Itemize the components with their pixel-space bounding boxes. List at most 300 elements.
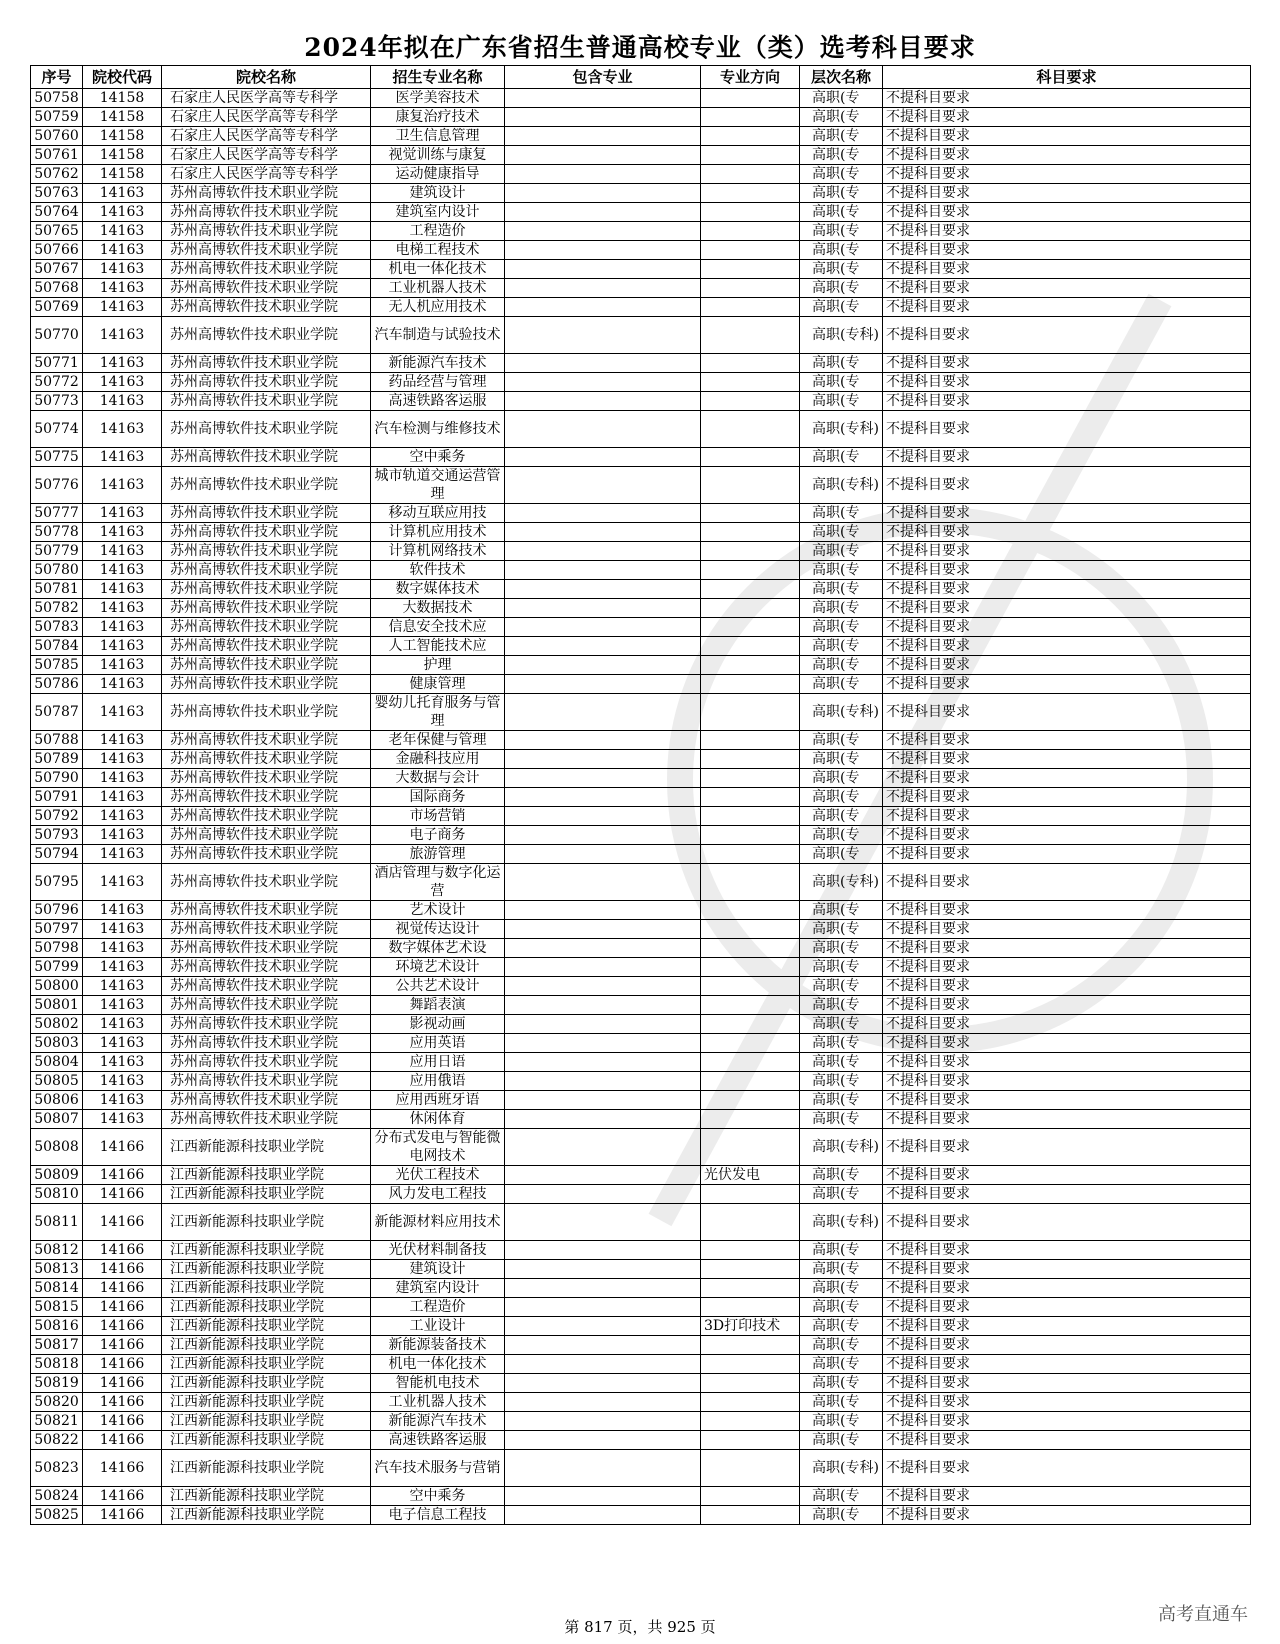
cell-level: 高职(专科) [800, 864, 883, 901]
cell-direction [701, 542, 800, 561]
cell-seq: 50775 [31, 448, 83, 467]
cell-major: 光伏材料制备技 [371, 1241, 505, 1260]
cell-seq: 50803 [31, 1034, 83, 1053]
cell-seq: 50760 [31, 127, 83, 146]
cell-seq: 50795 [31, 864, 83, 901]
cell-level: 高职(专 [800, 222, 883, 241]
cell-direction [701, 523, 800, 542]
cell-seq: 50788 [31, 731, 83, 750]
cell-major: 空中乘务 [371, 1487, 505, 1506]
cell-requirement: 不提科目要求 [883, 731, 1251, 750]
cell-level: 高职(专 [800, 996, 883, 1015]
cell-seq: 50798 [31, 939, 83, 958]
cell-direction [701, 731, 800, 750]
cell-code: 14166 [83, 1204, 162, 1241]
cell-requirement: 不提科目要求 [883, 675, 1251, 694]
cell-requirement: 不提科目要求 [883, 901, 1251, 920]
cell-seq: 50805 [31, 1072, 83, 1091]
cell-code: 14163 [83, 1110, 162, 1129]
cell-code: 14166 [83, 1431, 162, 1450]
table-row [31, 1204, 1251, 1241]
cell-school: 苏州高博软件技术职业学院 [162, 769, 371, 788]
cell-seq: 50817 [31, 1336, 83, 1355]
cell-code: 14163 [83, 920, 162, 939]
cell-direction [701, 467, 800, 504]
cell-major: 电梯工程技术 [371, 241, 505, 260]
cell-school: 苏州高博软件技术职业学院 [162, 996, 371, 1015]
cell-school: 苏州高博软件技术职业学院 [162, 599, 371, 618]
cell-level: 高职(专 [800, 845, 883, 864]
cell-code: 14163 [83, 392, 162, 411]
cell-direction [701, 1072, 800, 1091]
cell-major: 医学美容技术 [371, 89, 505, 108]
table-row [31, 1374, 1251, 1393]
table-row [31, 1034, 1251, 1053]
cell-requirement: 不提科目要求 [883, 373, 1251, 392]
table-row [31, 845, 1251, 864]
cell-direction [701, 1393, 800, 1412]
cell-included [505, 542, 701, 561]
cell-major: 汽车技术服务与营销 [371, 1450, 505, 1487]
cell-included [505, 1204, 701, 1241]
cell-included [505, 1091, 701, 1110]
table-row [31, 89, 1251, 108]
cell-level: 高职(专 [800, 1091, 883, 1110]
cell-requirement: 不提科目要求 [883, 542, 1251, 561]
cell-included [505, 504, 701, 523]
cell-code: 14163 [83, 279, 162, 298]
cell-requirement: 不提科目要求 [883, 241, 1251, 260]
cell-included [505, 1506, 701, 1525]
cell-requirement: 不提科目要求 [883, 1053, 1251, 1072]
cell-school: 江西新能源科技职业学院 [162, 1336, 371, 1355]
cell-included [505, 1015, 701, 1034]
cell-level: 高职(专 [800, 599, 883, 618]
table-row [31, 260, 1251, 279]
cell-level: 高职(专 [800, 920, 883, 939]
cell-seq: 50776 [31, 467, 83, 504]
cell-requirement: 不提科目要求 [883, 127, 1251, 146]
header-seq: 序号 [31, 66, 83, 89]
cell-included [505, 108, 701, 127]
page-title: 2024年拟在广东省招生普通高校专业（类）选考科目要求 [304, 33, 976, 62]
cell-seq: 50764 [31, 203, 83, 222]
cell-code: 14163 [83, 694, 162, 731]
cell-code: 14163 [83, 184, 162, 203]
cell-code: 14163 [83, 561, 162, 580]
cell-included [505, 1374, 701, 1393]
cell-included [505, 939, 701, 958]
cell-requirement: 不提科目要求 [883, 599, 1251, 618]
table-row [31, 354, 1251, 373]
table-row [31, 996, 1251, 1015]
table-header-row [31, 66, 1251, 89]
cell-requirement: 不提科目要求 [883, 184, 1251, 203]
cell-major: 视觉训练与康复 [371, 146, 505, 165]
cell-major: 城市轨道交通运营管理 [371, 467, 505, 504]
cell-direction [701, 1110, 800, 1129]
cell-included [505, 222, 701, 241]
cell-requirement: 不提科目要求 [883, 996, 1251, 1015]
table-row [31, 1129, 1251, 1166]
cell-level: 高职(专 [800, 1317, 883, 1336]
cell-requirement: 不提科目要求 [883, 411, 1251, 448]
cell-included [505, 618, 701, 637]
table-row [31, 241, 1251, 260]
cell-seq: 50791 [31, 788, 83, 807]
cell-included [505, 241, 701, 260]
cell-code: 14166 [83, 1487, 162, 1506]
cell-school: 江西新能源科技职业学院 [162, 1450, 371, 1487]
cell-direction [701, 939, 800, 958]
cell-major: 新能源材料应用技术 [371, 1204, 505, 1241]
cell-direction [701, 1506, 800, 1525]
cell-major: 分布式发电与智能微电网技术 [371, 1129, 505, 1166]
cell-school: 苏州高博软件技术职业学院 [162, 184, 371, 203]
cell-direction [701, 958, 800, 977]
cell-direction: 光伏发电 [701, 1166, 800, 1185]
brand-watermark: 高考直通车 [1158, 1604, 1248, 1625]
cell-major: 护理 [371, 656, 505, 675]
table-row [31, 750, 1251, 769]
cell-school: 苏州高博软件技术职业学院 [162, 675, 371, 694]
table-row [31, 1166, 1251, 1185]
cell-school: 苏州高博软件技术职业学院 [162, 637, 371, 656]
cell-seq: 50821 [31, 1412, 83, 1431]
page-footer: 第 817 页，共 925 页 [564, 1618, 716, 1636]
cell-school: 苏州高博软件技术职业学院 [162, 826, 371, 845]
header-school: 院校名称 [162, 66, 371, 89]
table-row [31, 618, 1251, 637]
cell-major: 舞蹈表演 [371, 996, 505, 1015]
cell-school: 苏州高博软件技术职业学院 [162, 1053, 371, 1072]
cell-seq: 50809 [31, 1166, 83, 1185]
cell-requirement: 不提科目要求 [883, 298, 1251, 317]
table-row [31, 1015, 1251, 1034]
cell-requirement: 不提科目要求 [883, 920, 1251, 939]
cell-included [505, 1317, 701, 1336]
table-row [31, 788, 1251, 807]
table-row [31, 1506, 1251, 1525]
cell-level: 高职(专 [800, 165, 883, 184]
cell-included [505, 901, 701, 920]
cell-level: 高职(专 [800, 637, 883, 656]
cell-school: 江西新能源科技职业学院 [162, 1374, 371, 1393]
cell-included [505, 354, 701, 373]
cell-code: 14158 [83, 89, 162, 108]
cell-included [505, 1185, 701, 1204]
cell-direction [701, 920, 800, 939]
cell-major: 金融科技应用 [371, 750, 505, 769]
cell-school: 苏州高博软件技术职业学院 [162, 920, 371, 939]
cell-direction [701, 1374, 800, 1393]
cell-major: 机电一体化技术 [371, 260, 505, 279]
table-row [31, 411, 1251, 448]
cell-requirement: 不提科目要求 [883, 1393, 1251, 1412]
cell-code: 14163 [83, 807, 162, 826]
cell-seq: 50810 [31, 1185, 83, 1204]
cell-included [505, 1431, 701, 1450]
cell-seq: 50769 [31, 298, 83, 317]
cell-included [505, 637, 701, 656]
cell-level: 高职(专 [800, 901, 883, 920]
cell-seq: 50804 [31, 1053, 83, 1072]
cell-direction [701, 1298, 800, 1317]
cell-included [505, 694, 701, 731]
cell-level: 高职(专 [800, 127, 883, 146]
cell-school: 苏州高博软件技术职业学院 [162, 958, 371, 977]
cell-included [505, 298, 701, 317]
cell-seq: 50766 [31, 241, 83, 260]
cell-requirement: 不提科目要求 [883, 1431, 1251, 1450]
cell-included [505, 1336, 701, 1355]
cell-school: 苏州高博软件技术职业学院 [162, 411, 371, 448]
cell-seq: 50774 [31, 411, 83, 448]
cell-school: 苏州高博软件技术职业学院 [162, 448, 371, 467]
cell-direction [701, 864, 800, 901]
cell-direction [701, 807, 800, 826]
cell-included [505, 731, 701, 750]
cell-direction [701, 580, 800, 599]
cell-requirement: 不提科目要求 [883, 1279, 1251, 1298]
cell-seq: 50781 [31, 580, 83, 599]
cell-requirement: 不提科目要求 [883, 580, 1251, 599]
table-row [31, 184, 1251, 203]
cell-code: 14163 [83, 1034, 162, 1053]
cell-direction [701, 279, 800, 298]
cell-code: 14163 [83, 1072, 162, 1091]
cell-included [505, 826, 701, 845]
cell-included [505, 448, 701, 467]
cell-seq: 50770 [31, 317, 83, 354]
table-row [31, 580, 1251, 599]
cell-code: 14163 [83, 354, 162, 373]
cell-school: 江西新能源科技职业学院 [162, 1279, 371, 1298]
cell-major: 市场营销 [371, 807, 505, 826]
cell-seq: 50790 [31, 769, 83, 788]
cell-major: 汽车制造与试验技术 [371, 317, 505, 354]
cell-direction [701, 1034, 800, 1053]
cell-seq: 50812 [31, 1241, 83, 1260]
cell-included [505, 392, 701, 411]
cell-school: 苏州高博软件技术职业学院 [162, 580, 371, 599]
table-row [31, 1393, 1251, 1412]
cell-level: 高职(专 [800, 1166, 883, 1185]
cell-major: 高速铁路客运服 [371, 1431, 505, 1450]
cell-requirement: 不提科目要求 [883, 203, 1251, 222]
cell-included [505, 1487, 701, 1506]
cell-school: 苏州高博软件技术职业学院 [162, 1034, 371, 1053]
cell-included [505, 599, 701, 618]
table-row [31, 222, 1251, 241]
cell-direction [701, 1336, 800, 1355]
cell-school: 石家庄人民医学高等专科学 [162, 89, 371, 108]
cell-major: 空中乘务 [371, 448, 505, 467]
cell-code: 14166 [83, 1129, 162, 1166]
cell-requirement: 不提科目要求 [883, 1166, 1251, 1185]
cell-seq: 50797 [31, 920, 83, 939]
table-row [31, 373, 1251, 392]
cell-school: 江西新能源科技职业学院 [162, 1393, 371, 1412]
cell-included [505, 1241, 701, 1260]
cell-requirement: 不提科目要求 [883, 977, 1251, 996]
cell-school: 苏州高博软件技术职业学院 [162, 750, 371, 769]
cell-level: 高职(专 [800, 1374, 883, 1393]
cell-seq: 50789 [31, 750, 83, 769]
cell-major: 机电一体化技术 [371, 1355, 505, 1374]
cell-included [505, 1072, 701, 1091]
cell-direction [701, 184, 800, 203]
cell-direction [701, 1129, 800, 1166]
cell-code: 14163 [83, 317, 162, 354]
cell-level: 高职(专 [800, 1053, 883, 1072]
cell-included [505, 523, 701, 542]
cell-major: 工程造价 [371, 222, 505, 241]
table-row [31, 1110, 1251, 1129]
cell-school: 苏州高博软件技术职业学院 [162, 977, 371, 996]
cell-school: 江西新能源科技职业学院 [162, 1260, 371, 1279]
cell-level: 高职(专 [800, 807, 883, 826]
cell-seq: 50820 [31, 1393, 83, 1412]
cell-included [505, 580, 701, 599]
cell-requirement: 不提科目要求 [883, 1110, 1251, 1129]
cell-school: 苏州高博软件技术职业学院 [162, 317, 371, 354]
cell-requirement: 不提科目要求 [883, 1450, 1251, 1487]
cell-code: 14163 [83, 373, 162, 392]
cell-school: 苏州高博软件技术职业学院 [162, 203, 371, 222]
table-row [31, 1072, 1251, 1091]
cell-major: 计算机网络技术 [371, 542, 505, 561]
cell-included [505, 675, 701, 694]
cell-requirement: 不提科目要求 [883, 694, 1251, 731]
cell-direction [701, 675, 800, 694]
cell-code: 14166 [83, 1412, 162, 1431]
cell-included [505, 1298, 701, 1317]
cell-major: 新能源装备技术 [371, 1336, 505, 1355]
cell-direction [701, 392, 800, 411]
cell-direction: 3D打印技术 [701, 1317, 800, 1336]
cell-major: 新能源汽车技术 [371, 1412, 505, 1431]
cell-included [505, 317, 701, 354]
cell-code: 14163 [83, 939, 162, 958]
cell-direction [701, 260, 800, 279]
cell-requirement: 不提科目要求 [883, 1317, 1251, 1336]
cell-requirement: 不提科目要求 [883, 1355, 1251, 1374]
cell-seq: 50823 [31, 1450, 83, 1487]
cell-school: 石家庄人民医学高等专科学 [162, 127, 371, 146]
table-row [31, 1260, 1251, 1279]
cell-major: 软件技术 [371, 561, 505, 580]
cell-direction [701, 1450, 800, 1487]
cell-code: 14158 [83, 165, 162, 184]
table-row [31, 1487, 1251, 1506]
cell-direction [701, 788, 800, 807]
cell-seq: 50818 [31, 1355, 83, 1374]
cell-seq: 50800 [31, 977, 83, 996]
cell-code: 14163 [83, 599, 162, 618]
table-row [31, 656, 1251, 675]
cell-included [505, 203, 701, 222]
cell-direction [701, 996, 800, 1015]
cell-major: 电子商务 [371, 826, 505, 845]
cell-requirement: 不提科目要求 [883, 467, 1251, 504]
cell-seq: 50773 [31, 392, 83, 411]
cell-direction [701, 750, 800, 769]
cell-seq: 50816 [31, 1317, 83, 1336]
cell-included [505, 127, 701, 146]
cell-major: 工业设计 [371, 1317, 505, 1336]
cell-school: 江西新能源科技职业学院 [162, 1204, 371, 1241]
cell-included [505, 769, 701, 788]
cell-seq: 50799 [31, 958, 83, 977]
cell-major: 应用西班牙语 [371, 1091, 505, 1110]
cell-code: 14163 [83, 731, 162, 750]
cell-level: 高职(专 [800, 656, 883, 675]
cell-level: 高职(专 [800, 1431, 883, 1450]
cell-level: 高职(专 [800, 1412, 883, 1431]
cell-direction [701, 826, 800, 845]
cell-major: 康复治疗技术 [371, 108, 505, 127]
cell-level: 高职(专 [800, 373, 883, 392]
cell-school: 苏州高博软件技术职业学院 [162, 561, 371, 580]
cell-requirement: 不提科目要求 [883, 1185, 1251, 1204]
cell-level: 高职(专科) [800, 317, 883, 354]
cell-code: 14163 [83, 901, 162, 920]
cell-code: 14166 [83, 1317, 162, 1336]
cell-included [505, 1355, 701, 1374]
cell-code: 14166 [83, 1506, 162, 1525]
cell-direction [701, 411, 800, 448]
cell-code: 14158 [83, 108, 162, 127]
cell-seq: 50824 [31, 1487, 83, 1506]
cell-seq: 50777 [31, 504, 83, 523]
cell-level: 高职(专 [800, 89, 883, 108]
cell-included [505, 996, 701, 1015]
cell-major: 数字媒体技术 [371, 580, 505, 599]
cell-direction [701, 373, 800, 392]
cell-included [505, 184, 701, 203]
cell-school: 苏州高博软件技术职业学院 [162, 1091, 371, 1110]
cell-school: 苏州高博软件技术职业学院 [162, 279, 371, 298]
cell-major: 艺术设计 [371, 901, 505, 920]
cell-requirement: 不提科目要求 [883, 1412, 1251, 1431]
cell-requirement: 不提科目要求 [883, 1129, 1251, 1166]
cell-level: 高职(专 [800, 788, 883, 807]
cell-major: 建筑室内设计 [371, 1279, 505, 1298]
cell-code: 14166 [83, 1185, 162, 1204]
cell-seq: 50779 [31, 542, 83, 561]
table-row [31, 920, 1251, 939]
cell-level: 高职(专 [800, 241, 883, 260]
cell-code: 14163 [83, 1015, 162, 1034]
cell-direction [701, 1241, 800, 1260]
cell-level: 高职(专 [800, 298, 883, 317]
cell-seq: 50806 [31, 1091, 83, 1110]
header-major: 招生专业名称 [371, 66, 505, 89]
cell-code: 14166 [83, 1298, 162, 1317]
cell-school: 苏州高博软件技术职业学院 [162, 1015, 371, 1034]
cell-major: 运动健康指导 [371, 165, 505, 184]
cell-code: 14163 [83, 542, 162, 561]
cell-included [505, 89, 701, 108]
cell-seq: 50761 [31, 146, 83, 165]
cell-level: 高职(专 [800, 1336, 883, 1355]
cell-requirement: 不提科目要求 [883, 561, 1251, 580]
cell-included [505, 958, 701, 977]
cell-school: 苏州高博软件技术职业学院 [162, 939, 371, 958]
cell-major: 老年保健与管理 [371, 731, 505, 750]
cell-level: 高职(专 [800, 977, 883, 996]
